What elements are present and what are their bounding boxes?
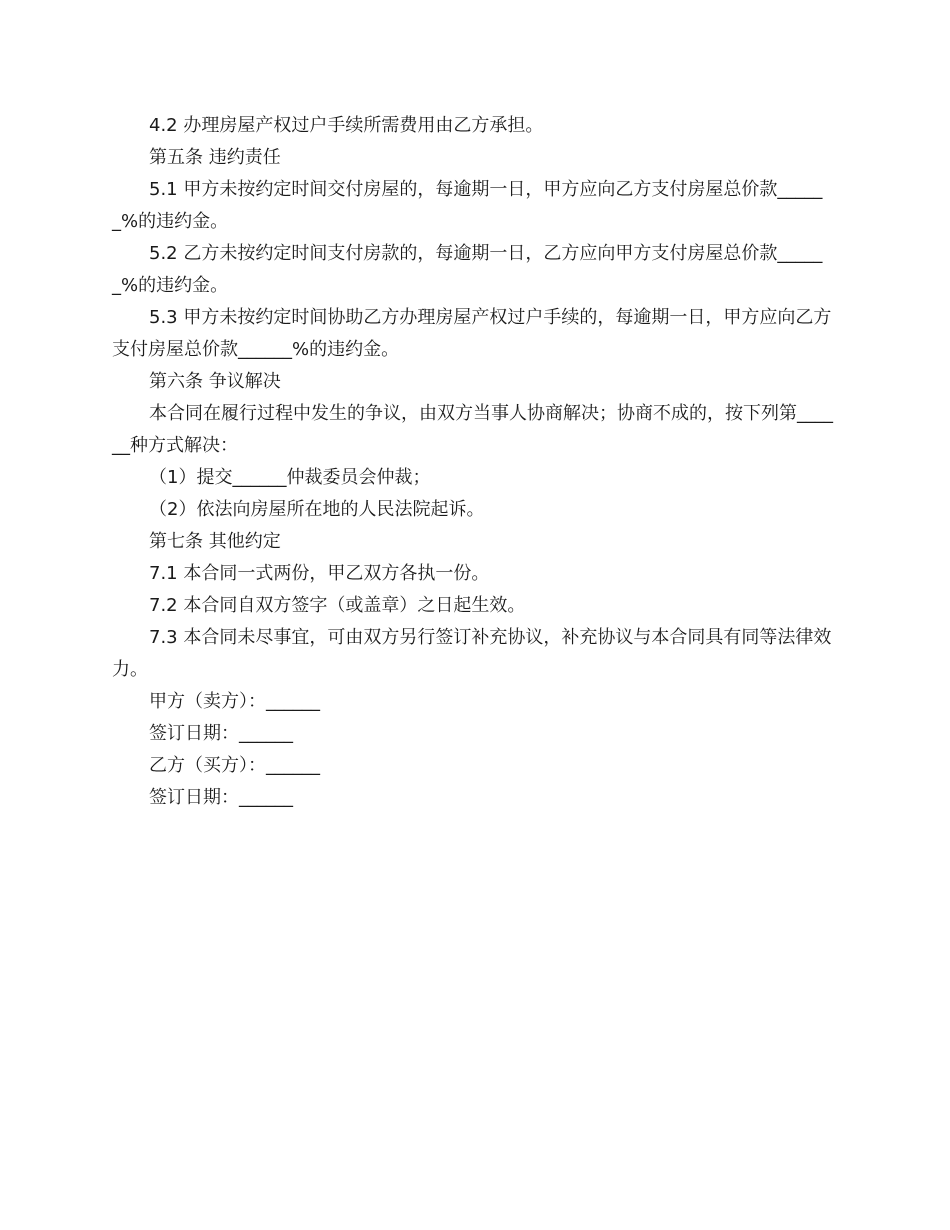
article-5-heading: 第五条 违约责任	[149, 147, 281, 168]
clause-7-2: 7.2 本合同自双方签字（或盖章）之日起生效。	[149, 595, 526, 616]
dispute-resolution-text: 本合同在履行过程中发生的争议，由双方当事人协商解决；协商不成的，按下列第______种方式解决：	[112, 403, 833, 456]
clause-5-3: 5.3 甲方未按约定时间协助乙方办理房屋产权过户手续的，每逾期一日，甲方应向乙方支付房屋总价款______%的违约金。	[112, 307, 832, 360]
party-a-signature-line: 甲方（卖方）：______	[149, 691, 320, 712]
clause-7-3: 7.3 本合同未尽事宜，可由双方另行签订补充协议，补充协议与本合同具有同等法律效力。	[112, 627, 832, 680]
dispute-option-2: （2）依法向房屋所在地的人民法院起诉。	[149, 499, 485, 520]
clause-5-1: 5.1 甲方未按约定时间交付房屋的，每逾期一日，甲方应向乙方支付房屋总价款______%的违约金。	[112, 179, 823, 232]
article-7-heading: 第七条 其他约定	[149, 531, 281, 552]
article-6-heading: 第六条 争议解决	[149, 371, 281, 392]
document-body	[112, 110, 836, 814]
party-a-sign-date: 签订日期：______	[149, 723, 293, 744]
clause-4-2: 4.2 办理房屋产权过户手续所需费用由乙方承担。	[149, 115, 544, 136]
clause-5-2: 5.2 乙方未按约定时间支付房款的，每逾期一日，乙方应向甲方支付房屋总价款______%的违约金。	[112, 243, 823, 296]
party-b-signature-line: 乙方（买方）：______	[149, 755, 320, 776]
party-b-sign-date: 签订日期：______	[149, 787, 293, 808]
dispute-option-1: （1）提交______仲裁委员会仲裁；	[149, 467, 431, 488]
clause-7-1: 7.1 本合同一式两份，甲乙双方各执一份。	[149, 563, 490, 584]
